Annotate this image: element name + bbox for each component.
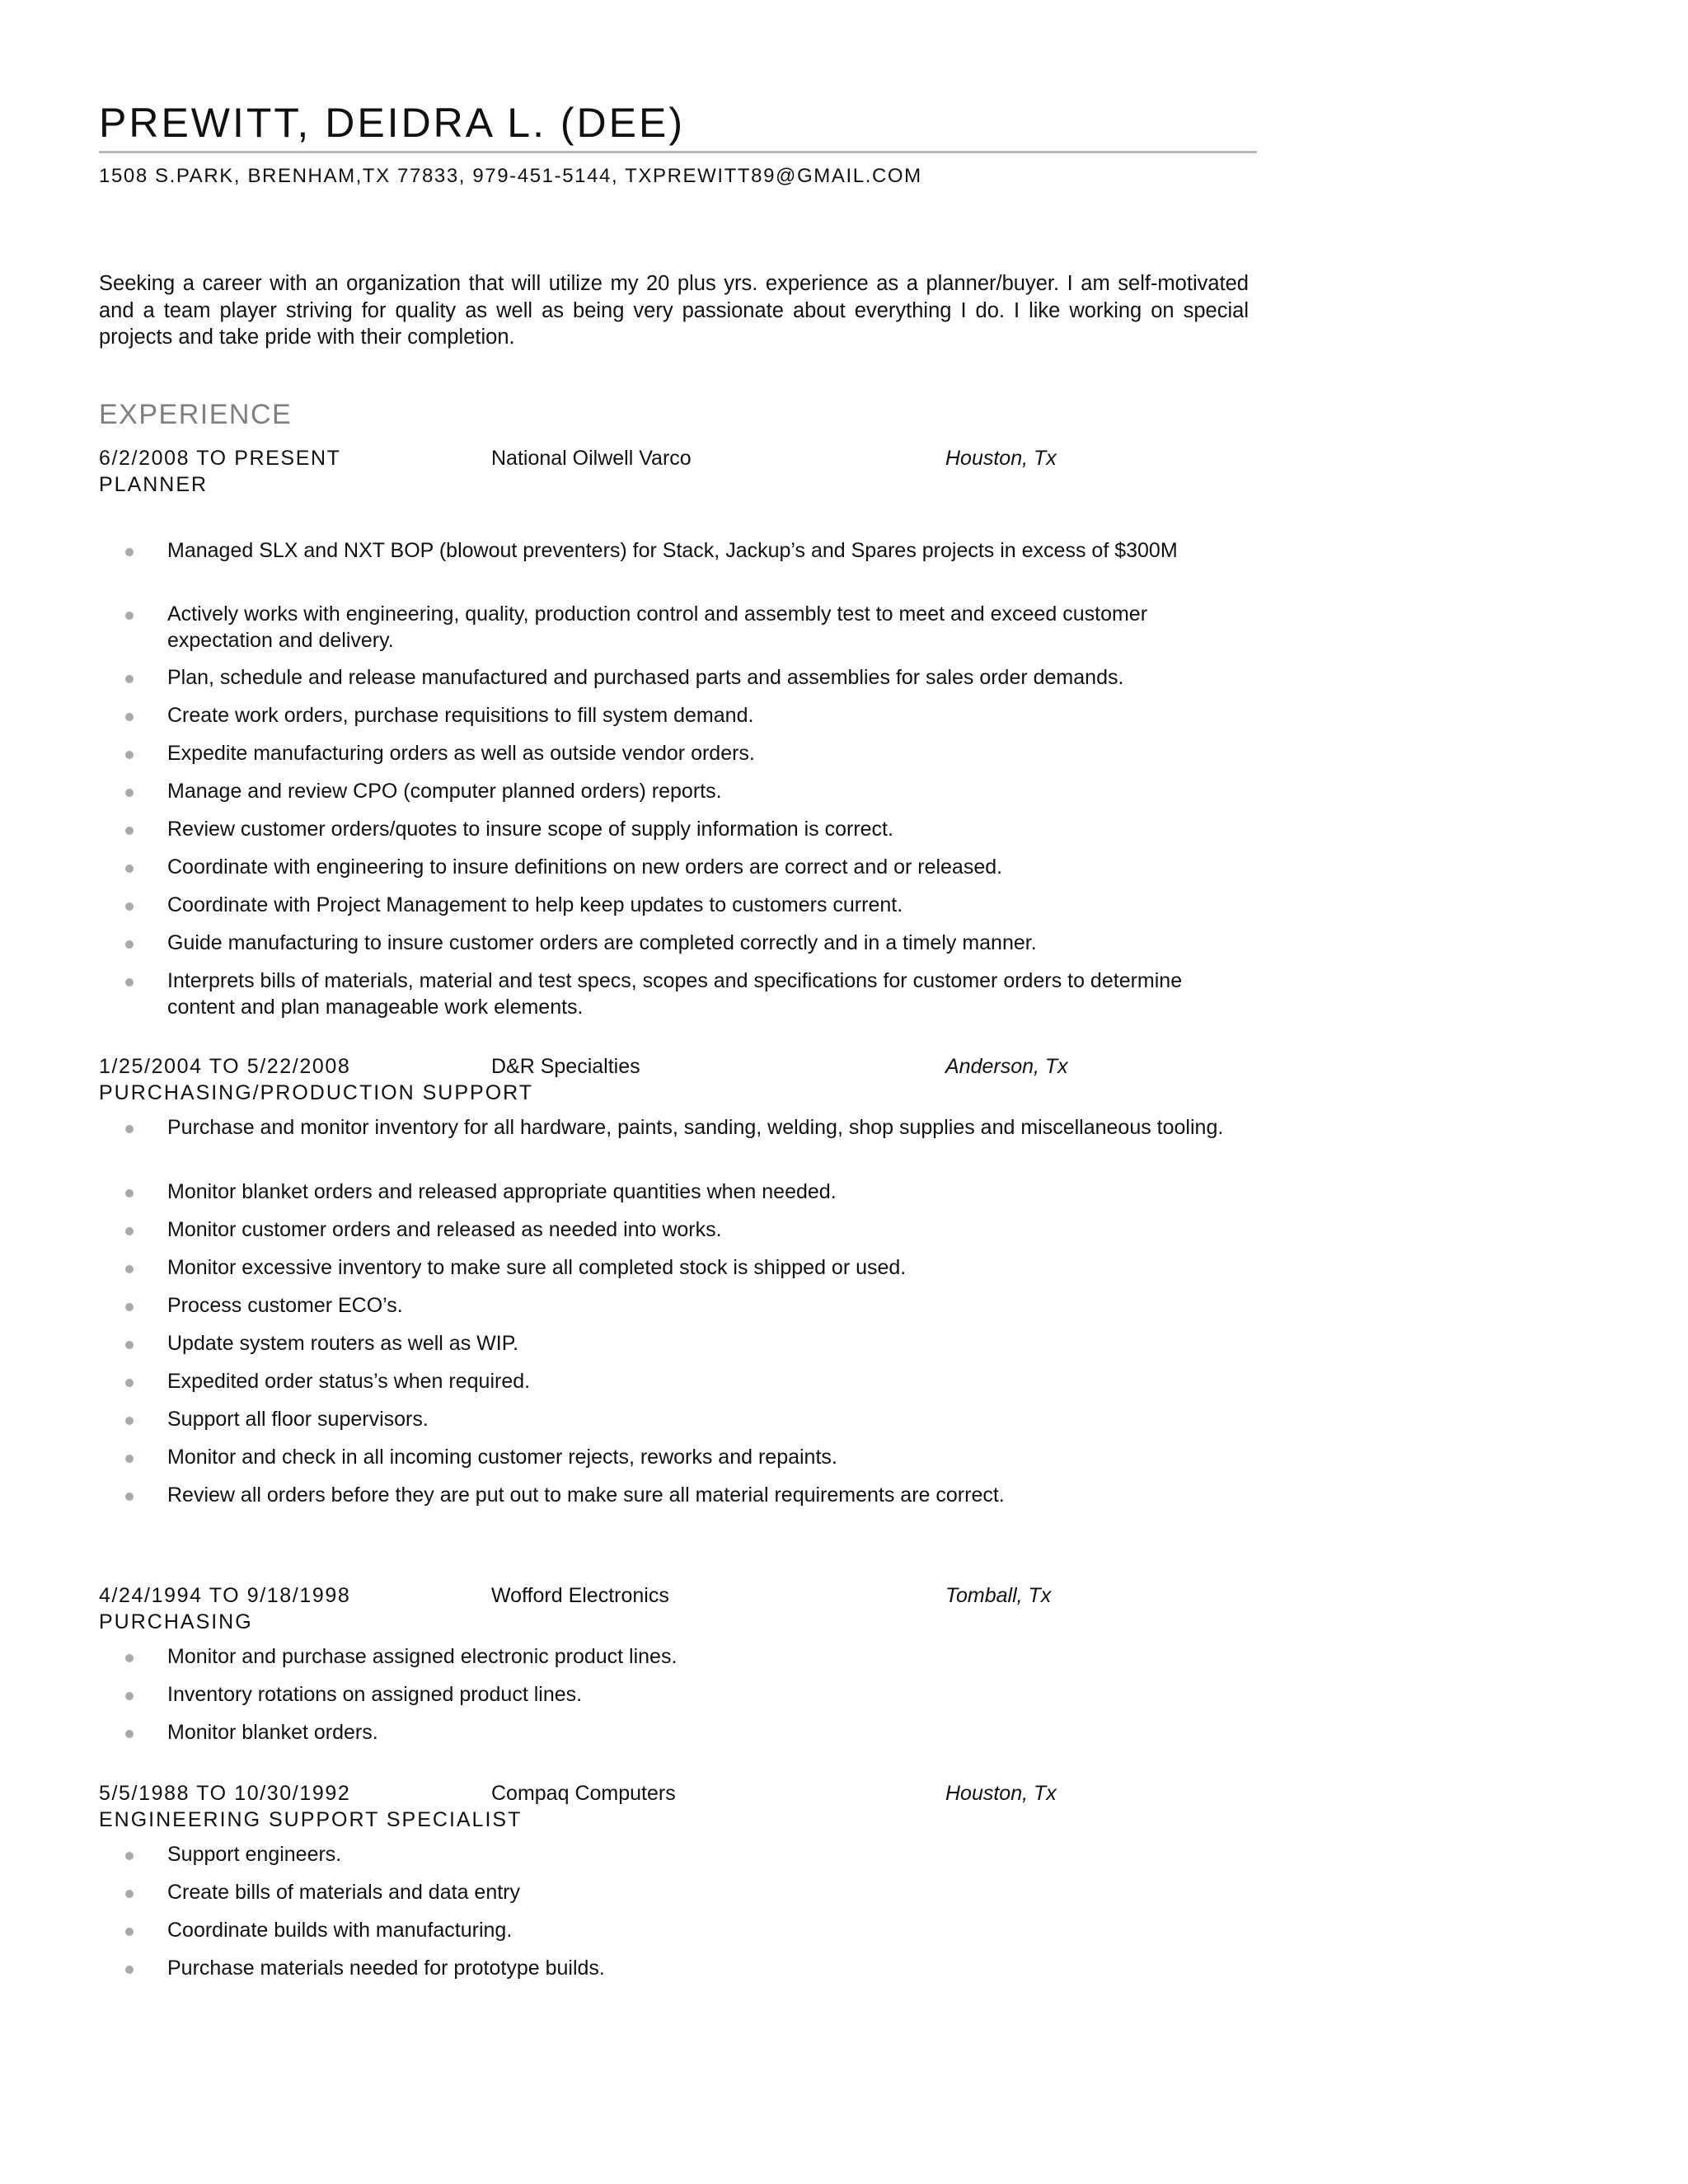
bullet-icon	[125, 1455, 134, 1463]
job-title: PURCHASING/PRODUCTION SUPPORT	[99, 1081, 534, 1104]
job-title: PURCHASING	[99, 1610, 253, 1633]
bullet-icon	[125, 978, 134, 987]
bullet-icon	[125, 1265, 134, 1273]
bullet-icon	[125, 751, 134, 759]
job-dates: 1/25/2004 TO 5/22/2008	[99, 1055, 351, 1078]
job-dates: 6/2/2008 TO PRESENT	[99, 447, 341, 470]
bullet-icon	[125, 1730, 134, 1738]
job-location: Houston, Tx	[945, 1782, 1057, 1805]
job-dates: 5/5/1988 TO 10/30/1992	[99, 1782, 351, 1805]
bullet-icon	[125, 1341, 134, 1349]
contact-line: 1508 S.PARK, BRENHAM,TX 77833, 979-451-5144, TXPREWITT89@GMAIL.COM	[99, 165, 922, 187]
job-location: Anderson, Tx	[945, 1055, 1068, 1078]
bullet-icon	[125, 1227, 134, 1235]
bullet-icon	[125, 1379, 134, 1387]
candidate-name: PREWITT, DEIDRA L. (DEE)	[99, 100, 685, 146]
job-location: Tomball, Tx	[945, 1584, 1052, 1607]
experience-heading: EXPERIENCE	[99, 399, 293, 430]
bullet-icon	[125, 675, 134, 683]
job-company: D&R Specialties	[491, 1055, 640, 1078]
bullet-icon	[125, 902, 134, 911]
bullet-icon	[125, 940, 134, 949]
bullet-icon	[125, 1654, 134, 1662]
name-divider	[99, 151, 1257, 153]
job-company: National Oilwell Varco	[491, 447, 692, 470]
job-title: ENGINEERING SUPPORT SPECIALIST	[99, 1808, 523, 1831]
bullet-icon	[125, 1928, 134, 1936]
bullet-icon	[125, 1692, 134, 1700]
bullet-icon	[125, 548, 134, 556]
job-company: Wofford Electronics	[491, 1584, 669, 1607]
objective-paragraph: Seeking a career with an organization that will utilize my 20 plus yrs. experience as a planner/buyer. I am self-motivated and a team player striving for quality as well as being very passionate about everything I do. I like working on special projects and take pride with their completion.	[99, 272, 1249, 349]
bullet-icon	[125, 1125, 134, 1133]
bullet-icon	[125, 1493, 134, 1501]
bullet-icon	[125, 1189, 134, 1197]
bullet-icon	[125, 713, 134, 721]
bullet-icon	[125, 1852, 134, 1860]
job-company: Compaq Computers	[491, 1782, 676, 1805]
bullet-icon	[125, 1303, 134, 1311]
bullet-icon	[125, 865, 134, 873]
bullet-icon	[125, 827, 134, 835]
resume-page: PREWITT, DEIDRA L. (DEE) 1508 S.PARK, BRENHAM,TX 77833, 979-451-5144, TXPREWITT89@GMAIL.COM Seeking a career with an organization that will utilize my 20 plus yrs. experience as a planner/buyer. I am self-motivated and a team player striving for quality as well as being very passionate about everything I do. I like working on special projects and take pride with their completion. EXPERIENCE 6/2/2008 TO PRESENT National Oilwell Varco Houston, Tx PLANNER Managed SLX and NXT BOP (blowout preventers) for Stack, Jackup’s and Spares projects in excess of $300M Actively works with engineering, quality, production control and assembly test to meet and exceed customer expectation and delivery. Plan, schedule and release manufactured and purchased parts and assemblies for sales order demands. Create work orders, purchase requisitions to fill system demand. Expedite manufacturing orders as well as outside vendor orders. Manage and review CPO (computer planned orders) reports. Review customer orders/quotes to insure scope of supply information is correct. Coordinate with engineering to insure definitions on new orders are correct and or released. Coordinate with Project Management to help keep updates to customers current. Guide manufacturing to insure customer orders are completed correctly and in a timely manner. Interprets bills of materials, material and test specs, scopes and specifications for customer orders to determine content and plan manageable work elements. 1/25/2004 TO 5/22/2008 D&R Specialties Anderson, Tx PURCHASING/PRODUCTION SUPPORT Purchase and monitor inventory for all hardware, paints, sanding, welding, shop supplies and miscellaneous tooling. Monitor blanket orders and released appropriate quantities when needed. Monitor customer orders and released as needed into works. Monitor excessive inventory to make sure all completed stock is shipped or used. Process customer ECO’s. Update system routers as well as WIP. Expedited order status’s when required. Support all floor supervisors. Monitor and check in all incoming customer rejects, reworks and repaints. Review all orders before they are put out to make sure all material requirements are correct. 4/24/1994 TO 9/18/1998 Wofford Electronics Tomball, Tx PURCHASING Monitor and purchase assigned electronic product lines. Inventory rotations on assigned product lines. Monitor blanket orders. 5/5/1988 TO 10/30/1992 Compaq Computers Houston, Tx ENGINEERING SUPPORT SPECIALIST Support engineers. Create bills of materials and data entry Coordinate builds with manufacturing. Purchase materials needed for prototype builds.	[0, 0, 1688, 2184]
job-dates: 4/24/1994 TO 9/18/1998	[99, 1584, 351, 1607]
bullet-icon	[125, 1417, 134, 1425]
bullet-icon	[125, 1890, 134, 1898]
job-title: PLANNER	[99, 473, 209, 496]
bullet-icon	[125, 789, 134, 797]
bullet-icon	[125, 1966, 134, 1974]
bullet-icon	[125, 612, 134, 620]
job-location: Houston, Tx	[945, 447, 1057, 470]
